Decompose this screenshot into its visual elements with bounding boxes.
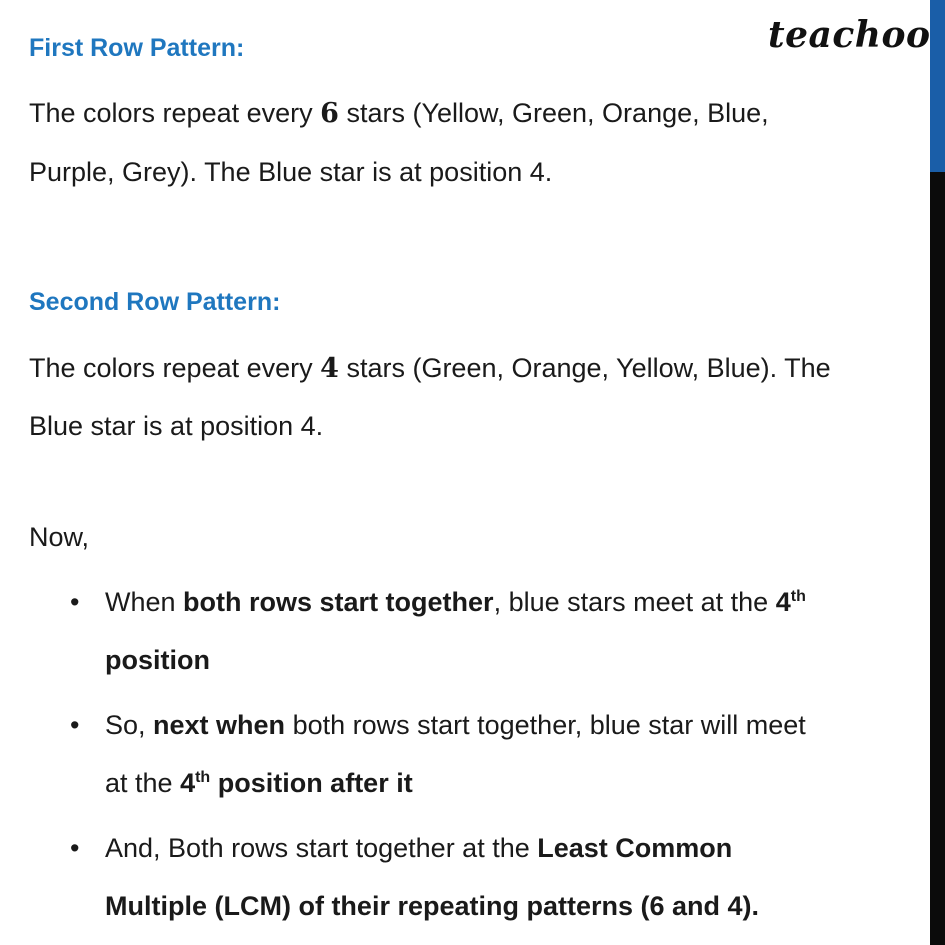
first-row-line-2: Purple, Grey). The Blue star is at position 4. [29, 157, 553, 187]
superscript: th [195, 769, 211, 786]
text-segment: both rows start together, blue star will meet [285, 710, 806, 740]
text-segment: And, Both rows start together at the [105, 833, 538, 863]
first-row-heading: First Row Pattern: [29, 34, 245, 62]
bullet-1-line-1 [105, 587, 806, 618]
superscript: th [790, 588, 806, 605]
bullet-2-line-1 [105, 710, 806, 741]
text-segment: So, [105, 710, 154, 740]
second-row-heading: Second Row Pattern: [29, 288, 281, 316]
text-segment: , blue stars meet at the [493, 587, 776, 617]
text-segment: at the [105, 768, 181, 798]
repeat-count: 6 [320, 98, 339, 129]
bullet-3-line-2 [105, 891, 759, 922]
text-segment: stars (Green, Orange, Yellow, Blue). The [338, 353, 831, 383]
text-segment: When [105, 587, 184, 617]
sidebar-accent [930, 0, 945, 172]
second-row-line-1 [29, 353, 831, 384]
bullet-marker: • [70, 587, 80, 617]
repeat-count: 4 [320, 353, 339, 384]
text-segment: The colors repeat every [29, 353, 321, 383]
second-row-line-2: Blue star is at position 4. [29, 411, 324, 441]
bold-segment: position after it [210, 768, 413, 798]
bullet-marker: • [70, 710, 80, 740]
bullet-3-line-1 [105, 833, 732, 864]
text-segment: stars (Yellow, Green, Orange, Blue, [338, 98, 769, 128]
bold-segment: next when [153, 710, 286, 740]
first-row-line-1 [29, 98, 769, 129]
bullet-2-line-2 [105, 768, 413, 799]
bullet-1-line-2 [105, 645, 210, 676]
bold-segment: Least Common [537, 833, 733, 863]
bold-segment: 4 [180, 768, 196, 798]
bold-segment: 4 [775, 587, 791, 617]
bullet-marker: • [70, 833, 80, 863]
now-label: Now, [29, 522, 90, 552]
bold-segment: Multiple (LCM) of their repeating patterns (6 and 4). [105, 891, 760, 921]
bold-segment: position [105, 645, 210, 675]
bold-segment: both rows start together [183, 587, 494, 617]
teachoo-logo: teachoo [768, 14, 931, 56]
text-segment: The colors repeat every [29, 98, 321, 128]
